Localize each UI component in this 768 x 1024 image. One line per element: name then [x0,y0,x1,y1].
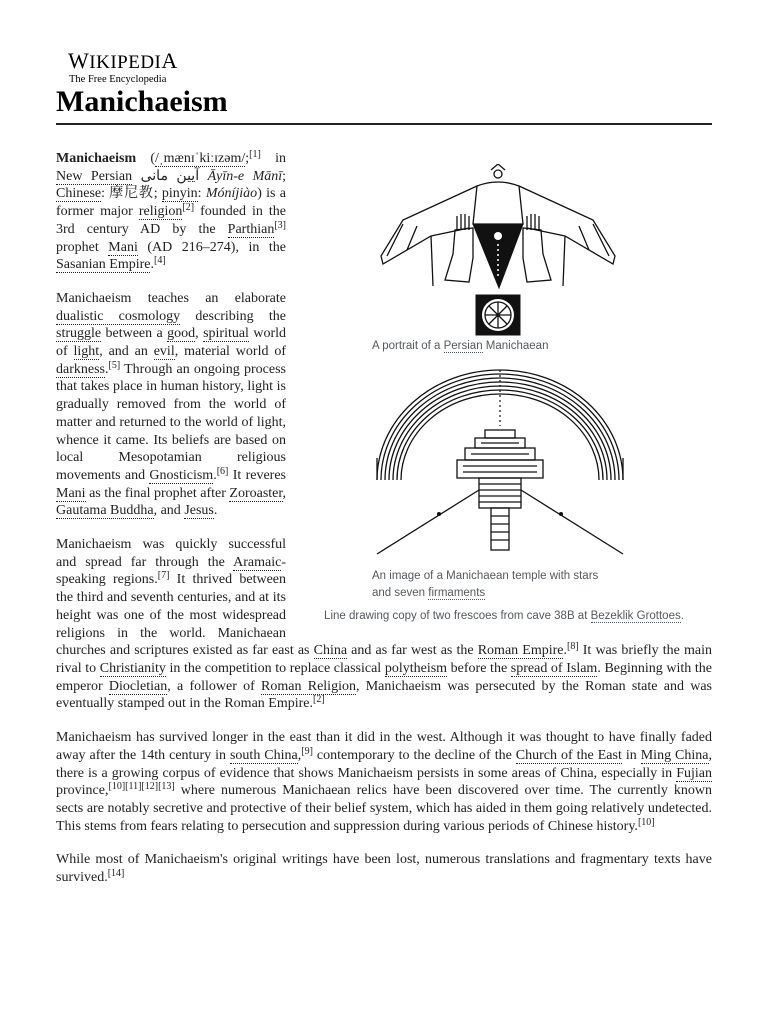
ming-china-link[interactable]: Ming China [640,747,709,763]
figure-caption: Line drawing copy of two frescoes from cave 38B at Bezeklik Grottoes. [324,610,684,622]
citation-link[interactable]: [1] [249,149,261,160]
manichaean-portrait-image[interactable] [373,164,623,336]
good-link[interactable]: good [167,326,196,342]
wikipedia-wordmark: WIKIPEDIA [68,48,178,73]
page-title: Manichaeism [56,85,228,118]
new-persian-link[interactable]: New Persian [56,168,133,184]
persian-link[interactable]: Persian [443,340,483,352]
article-body [56,150,712,903]
term-bold: Manichaeism [56,151,137,166]
paragraph-survival: Manichaeism has survived longer in the east than it did in the west. Although it was thought to have finally faded away after the 14th century in south China,[9] contemporary to the decline of the Church of the East in Ming China, there is a growing corpus of evidence that shows Manichaeism persists in some areas of China, especially in Fujian province,[10][11][12][13] where numerous Manichaean relics have been discovered over time. The currently known sects are notably secretive and protective of their belief system, which has aided in them going relatively undetected. This stems from fears relating to persecution and suppression during various periods of Chinese history.[10] [56,730,713,834]
roman-religion-link[interactable]: Roman Religion [261,678,356,694]
aramaic-link[interactable]: Aramaic [233,554,282,570]
manichaean-temple-image[interactable] [373,364,627,564]
south-china-link[interactable]: south China [229,747,298,763]
evil-link[interactable]: evil [153,344,175,360]
sasanian-empire-link[interactable]: Sasanian Empire [56,257,151,273]
china-link[interactable]: China [313,643,348,659]
firmaments-link[interactable]: firmaments [428,587,486,599]
zoroaster-link[interactable]: Zoroaster [229,485,283,501]
gnosticism-link[interactable]: Gnosticism [149,467,214,483]
paragraph-intro: Manichaeism (/ˌmænɪˈkiːɪzəm/;[1] in New Persian آیین مانی Āyīn-e Mānī; Chinese: 摩尼教; pinyin: Móníjiào) is a former major religion[2] founded in the 3rd century AD by the Parthian[3] prophet Mani (AD 216–274), in the Sasanian Empire.[4] [56,149,287,273]
portrait-caption: A portrait of a Persian Manichaean [372,340,549,352]
pinyin-link[interactable]: pinyin [161,186,198,202]
struggle-link[interactable]: struggle [56,326,102,342]
bezeklik-grottoes-link[interactable]: Bezeklik Grottoes [590,610,681,622]
mani-link[interactable]: Mani [108,239,138,255]
citation-link[interactable]: [9] [301,745,313,757]
citation-link[interactable]: [2] [182,202,195,214]
paragraph-writings: While most of Manichaeism's original writings have been lost, numerous translations and fragmentary texts have survived.[14] [56,852,712,886]
darkness-link[interactable]: darkness [56,361,105,377]
roman-empire-link[interactable]: Roman Empire [477,643,564,659]
religion-link[interactable]: religion [138,204,183,220]
pronunciation-link[interactable]: /ˌmænɪˈkiːɪzəm/ [155,151,246,166]
citation-link[interactable]: [2] [313,694,325,706]
light-link[interactable]: light [73,344,100,360]
citation-link[interactable]: [7] [157,570,170,582]
parthian-link[interactable]: Parthian [227,221,275,237]
citation-link[interactable]: [3] [274,219,286,231]
church-of-the-east-link[interactable]: Church of the East [515,747,622,763]
citation-link[interactable]: [8] [566,641,579,653]
citation-link[interactable]: [10][11][12][13] [108,781,175,793]
polytheism-link[interactable]: polytheism [384,660,448,676]
jesus-link[interactable]: Jesus [184,503,214,519]
diocletian-link[interactable]: Diocletian [108,678,168,694]
temple-caption: An image of a Manichaean temple with stars and seven firmaments [372,570,599,599]
infobox-figure [300,150,712,630]
spread-of-islam-link[interactable]: spread of Islam [510,660,598,676]
wikipedia-logo[interactable] [68,50,178,86]
paragraph-beliefs: Manichaeism teaches an elaborate dualistic cosmology describing the struggle between a good, spiritual world of light, and an evil, material world of darkness.[5] Through an ongoing process that takes place in human history, light is gradually removed from the world of matter and returned to the world of light, whence it came. Its beliefs are based on local Mesopotamian religious movements and Gnosticism.[6] It reveres Mani as the final prophet after Zoroaster, Gautama Buddha, and Jesus. [56,290,287,519]
spiritual-link[interactable]: spiritual [203,326,249,342]
wikipedia-tagline: The Free Encyclopedia [69,74,167,85]
fujian-link[interactable]: Fujian [676,765,712,781]
citation-link[interactable]: [6] [216,465,229,477]
citation-link[interactable]: [10] [637,816,655,828]
chinese-link[interactable]: Chinese [56,186,102,202]
citation-link[interactable]: [5] [108,359,121,371]
title-divider [56,123,712,125]
mani-link[interactable]: Mani [56,485,86,501]
paragraph-spread: Manichaeism was quickly successful and spread far through the Aramaic-speaking regions.[7] It thrived between the third and seventh centuries, and at its height was one of the most widespread religions in the world. Manichaean churches and scriptures existed as far east as China and as far west as the Roman Empire.[8] It was briefly the main rival to Christianity in the competition to replace classical polytheism before the spread of Islam. Beginning with the emperor Diocletian, a follower of Roman Religion, Manichaeism was persecuted by the Roman state and was eventually stamped out in the Roman Empire.[2] [56,537,713,712]
gautama-buddha-link[interactable]: Gautama Buddha [56,503,154,519]
citation-link[interactable]: [4] [153,255,166,267]
dualistic-cosmology-link[interactable]: dualistic cosmology [56,308,181,324]
christianity-link[interactable]: Christianity [99,660,166,676]
citation-link[interactable]: [14] [107,868,125,880]
